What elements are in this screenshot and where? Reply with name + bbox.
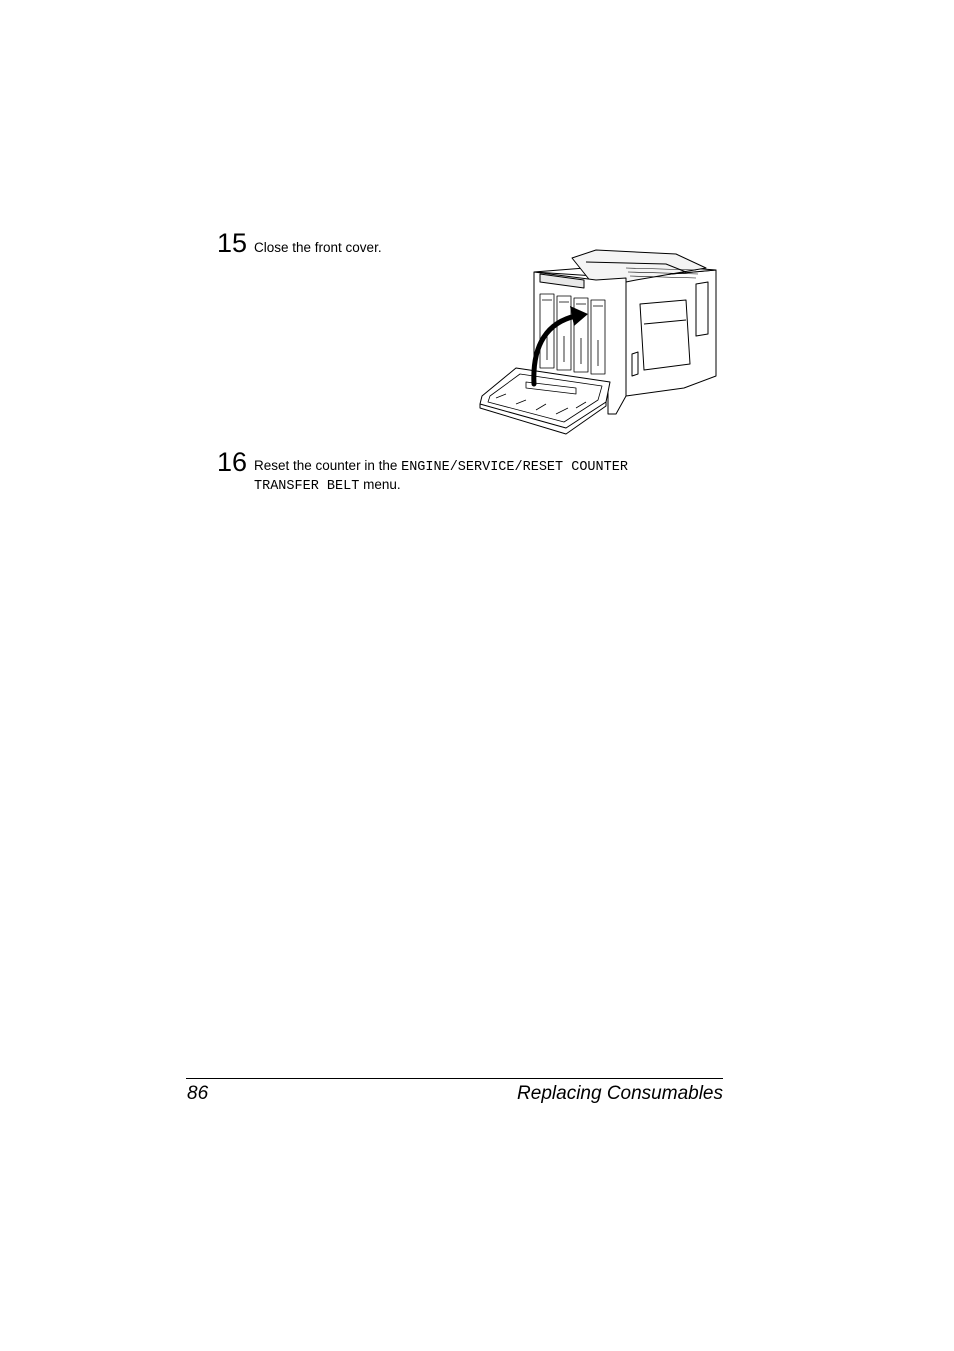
footer-divider xyxy=(186,1078,723,1079)
page-number: 86 xyxy=(187,1083,209,1104)
menu-path-line-1: ENGINE/SERVICE/RESET COUNTER xyxy=(401,460,628,475)
instruction-text-end: menu. xyxy=(359,477,401,492)
step-instruction: Close the front cover. xyxy=(254,240,382,255)
menu-path-line-2: TRANSFER BELT xyxy=(254,479,360,494)
step-number: 15 xyxy=(217,228,248,258)
step-number: 16 xyxy=(217,447,248,477)
instruction-text: Reset the counter in the xyxy=(254,458,402,473)
step-instruction xyxy=(254,457,628,495)
printer-front-cover-illustration xyxy=(476,244,720,436)
section-title: Replacing Consumables xyxy=(517,1083,723,1104)
